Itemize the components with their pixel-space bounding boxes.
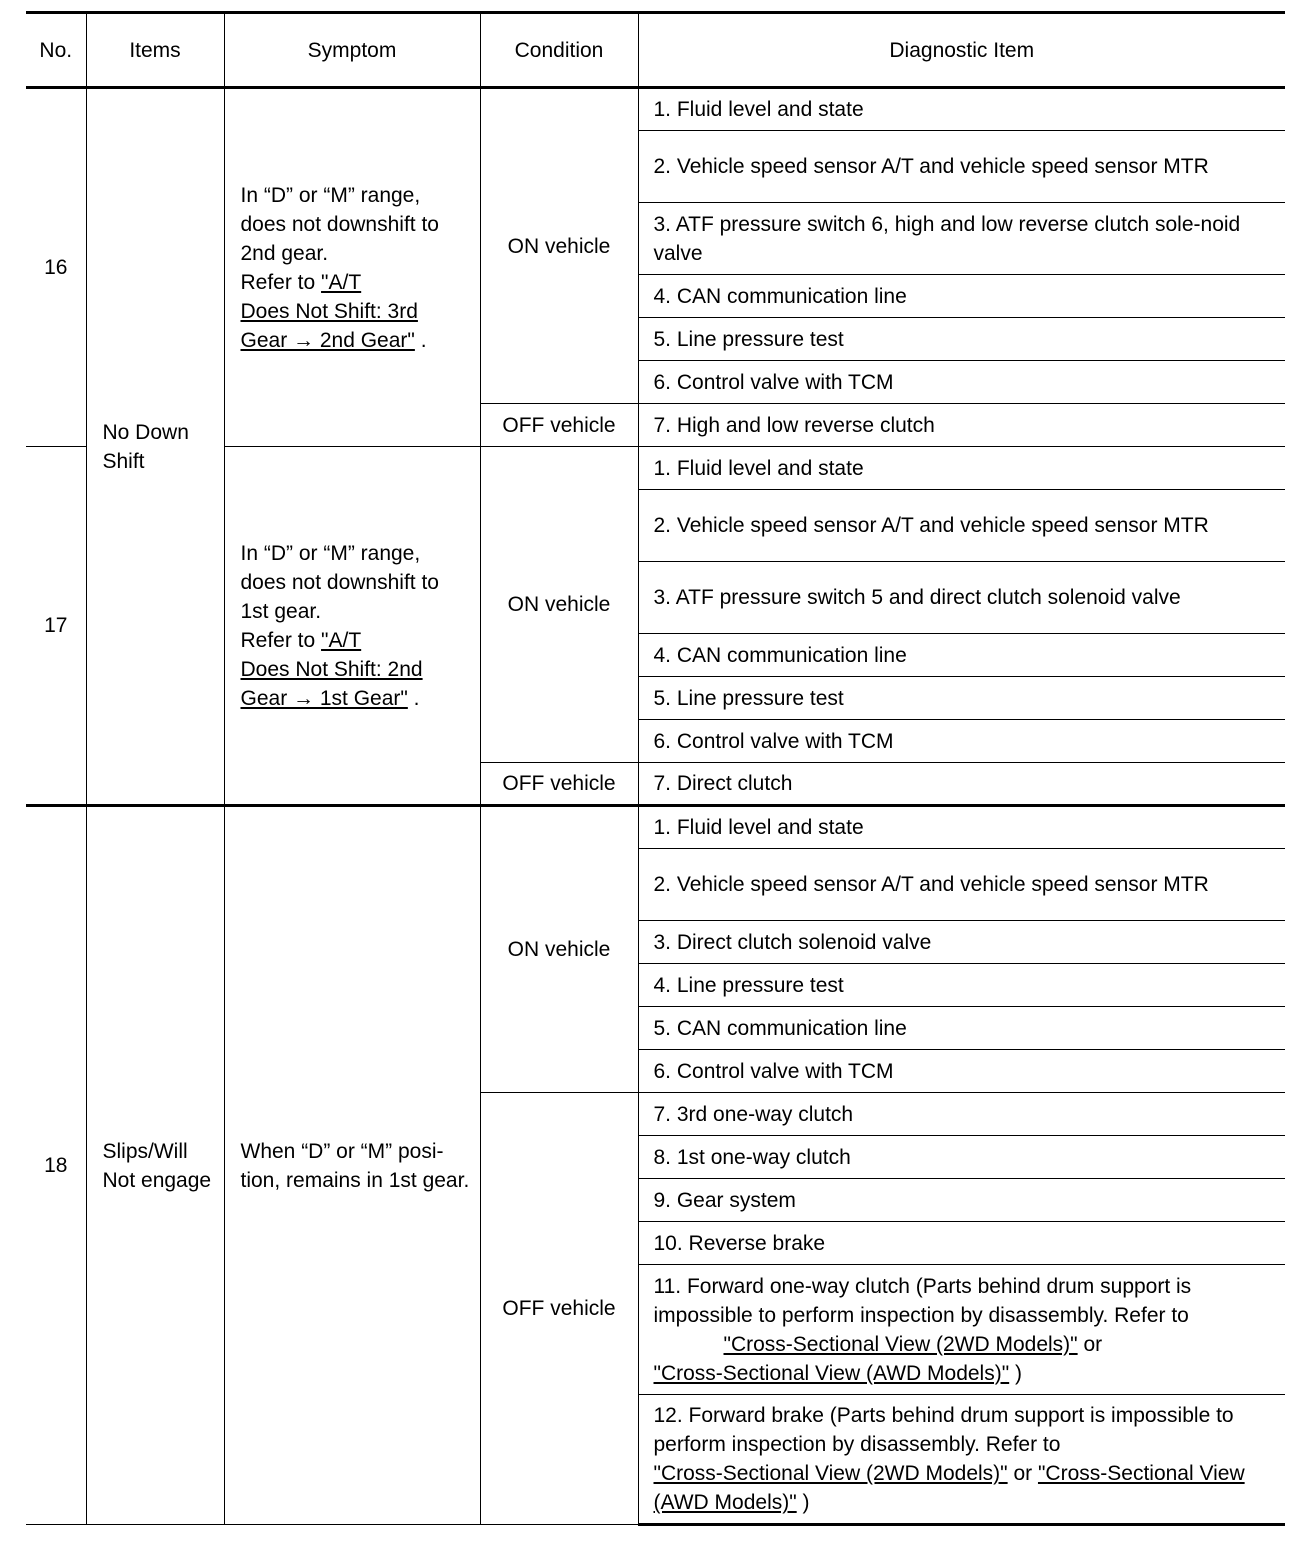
link-at-does-not-shift-2nd-1st[interactable]: Gear → 1st Gear" — [240, 686, 408, 710]
symptom-line: 1st gear. — [240, 599, 322, 623]
diagnostic-text: 12. Forward brake (Parts behind drum support is impossible to perform inspection by disassembly. Refer to — [653, 1404, 1234, 1456]
diagnostic-item: 7. 3rd one-way clutch — [638, 1093, 1285, 1136]
link-at-does-not-shift-2nd-1st[interactable]: "A/T — [321, 628, 362, 652]
diagnostic-text: 11. Forward one-way clutch (Parts behind drum support is impossible to perform inspection by disassembly. Refer to — [653, 1274, 1192, 1327]
symptom-line: In “D” or “M” range, — [240, 541, 421, 565]
diagnostic-item: 3. Direct clutch solenoid valve — [638, 921, 1285, 964]
symptom-line: Refer to — [240, 628, 322, 652]
link-at-does-not-shift-3rd-2nd[interactable]: "A/T — [321, 270, 362, 294]
diagnostic-item: 1. Fluid level and state — [638, 88, 1285, 131]
link-at-does-not-shift-3rd-2nd[interactable]: Does Not Shift: 3rd — [240, 299, 418, 323]
table-row — [26, 806, 1285, 849]
diagnostic-item: 5. Line pressure test — [638, 677, 1285, 720]
symptom-end: . — [414, 328, 427, 352]
symptom-line: Refer to — [240, 270, 322, 294]
link-cross-sectional-awd[interactable]: "Cross-Sectional View (AWD Models)" — [653, 1361, 1010, 1385]
row-number-16: 16 — [26, 88, 86, 447]
diagnostic-item: 4. CAN communication line — [638, 634, 1285, 677]
symptom-16 — [224, 88, 480, 447]
diagnostic-item: 1. Fluid level and state — [638, 806, 1285, 849]
diagnostic-item: 5. CAN communication line — [638, 1007, 1285, 1050]
symptom-end: . — [407, 686, 420, 710]
diagnostic-item-11 — [638, 1265, 1285, 1395]
link-cross-sectional-awd[interactable]: "Cross-Sectional View (AWD Models)" — [653, 1462, 1245, 1514]
diagnostic-item-12 — [638, 1395, 1285, 1525]
diagnosis-table — [26, 11, 1285, 1526]
diagnostic-item: 6. Control valve with TCM — [638, 361, 1285, 404]
condition-off-vehicle: OFF vehicle — [480, 404, 638, 447]
condition-off-vehicle: OFF vehicle — [480, 763, 638, 806]
header-condition: Condition — [480, 13, 638, 88]
header-no: No. — [26, 13, 86, 88]
link-cross-sectional-2wd[interactable]: "Cross-Sectional View (2WD Models)" — [653, 1462, 1008, 1485]
link-at-does-not-shift-3rd-2nd[interactable]: Gear → 2nd Gear" — [240, 328, 415, 352]
diagnostic-item: 4. CAN communication line — [638, 275, 1285, 318]
symptom-line: In “D” or “M” range, — [240, 183, 421, 207]
diagnostic-item: 7. Direct clutch — [638, 763, 1285, 806]
diagnostic-item: 6. Control valve with TCM — [638, 1050, 1285, 1093]
row-number-17: 17 — [26, 447, 86, 806]
item-slips-will-not-engage: Slips/Will Not engage — [86, 806, 224, 1525]
diagnostic-item: 8. 1st one-way clutch — [638, 1136, 1285, 1179]
diagnostic-item: 9. Gear system — [638, 1179, 1285, 1222]
header-symptom: Symptom — [224, 13, 480, 88]
condition-on-vehicle: ON vehicle — [480, 88, 638, 404]
separator-or: or — [1007, 1462, 1038, 1485]
diagnostic-item: 2. Vehicle speed sensor A/T and vehicle speed sensor MTR — [638, 131, 1285, 203]
symptom-line: does not downshift to — [240, 570, 439, 594]
diagnostic-item: 6. Control valve with TCM — [638, 720, 1285, 763]
table-row — [26, 88, 1285, 131]
symptom-line: 2nd gear. — [240, 241, 329, 265]
separator-or: or — [1077, 1332, 1103, 1356]
header-diagnostic-item: Diagnostic Item — [638, 13, 1285, 88]
diagnostic-item: 7. High and low reverse clutch — [638, 404, 1285, 447]
closing-paren: ) — [796, 1491, 810, 1514]
diagnostic-item: 1. Fluid level and state — [638, 447, 1285, 490]
diagnostic-item: 2. Vehicle speed sensor A/T and vehicle speed sensor MTR — [638, 849, 1285, 921]
symptom-17 — [224, 447, 480, 806]
condition-off-vehicle: OFF vehicle — [480, 1093, 638, 1525]
item-no-down-shift: No Down Shift — [86, 88, 224, 806]
header-row — [26, 13, 1285, 88]
diagnostic-item: 4. Line pressure test — [638, 964, 1285, 1007]
diagnostic-item: 5. Line pressure test — [638, 318, 1285, 361]
header-items: Items — [86, 13, 224, 88]
link-at-does-not-shift-2nd-1st[interactable]: Does Not Shift: 2nd — [240, 657, 423, 681]
condition-on-vehicle: ON vehicle — [480, 806, 638, 1093]
condition-on-vehicle: ON vehicle — [480, 447, 638, 763]
closing-paren: ) — [1009, 1361, 1022, 1385]
diagnostic-item: 10. Reverse brake — [638, 1222, 1285, 1265]
diagnostic-item: 3. ATF pressure switch 5 and direct clutch solenoid valve — [638, 562, 1285, 634]
diagnostic-item: 3. ATF pressure switch 6, high and low reverse clutch sole-noid valve — [638, 203, 1285, 275]
symptom-line: does not downshift to — [240, 212, 439, 236]
symptom-18: When “D” or “M” posi-tion, remains in 1st gear. — [224, 806, 480, 1525]
diagnostic-item: 2. Vehicle speed sensor A/T and vehicle speed sensor MTR — [638, 490, 1285, 562]
link-cross-sectional-2wd[interactable]: "Cross-Sectional View (2WD Models)" — [723, 1332, 1078, 1356]
row-number-18: 18 — [26, 806, 86, 1525]
